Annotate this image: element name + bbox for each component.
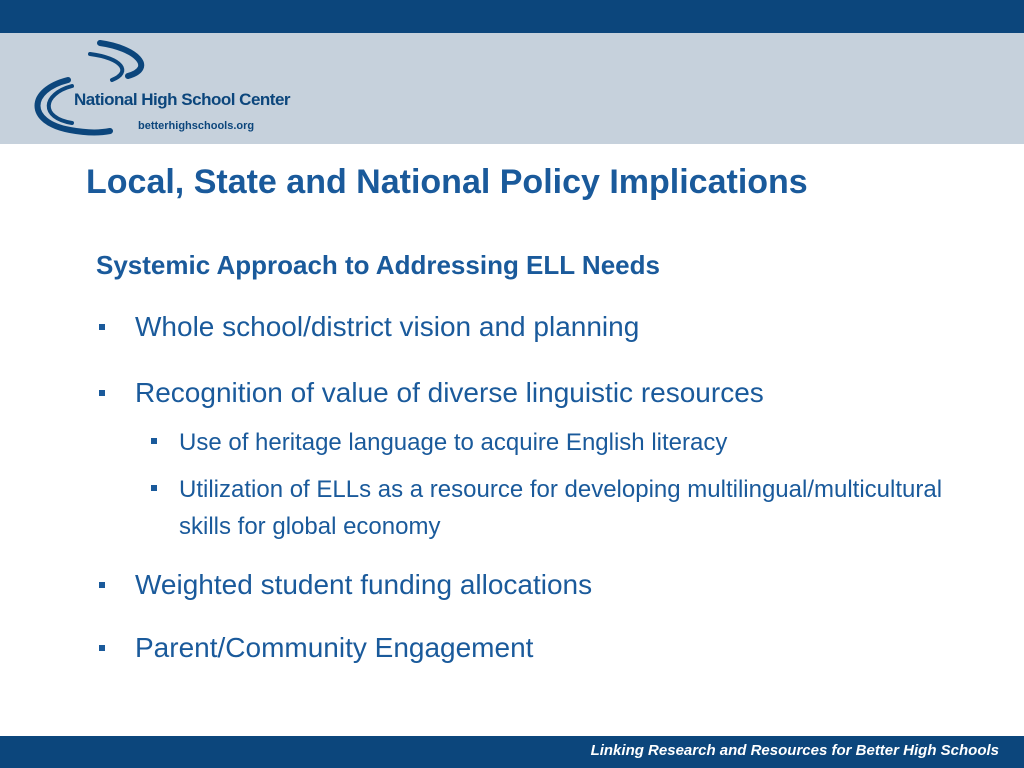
- bullet-marker-icon: [99, 582, 105, 588]
- sub-list-item-text: Utilization of ELLs as a resource for developing multilingual/multicultural skills for global economy: [179, 476, 943, 540]
- bullet-marker-icon: [151, 485, 157, 491]
- bullet-marker-icon: [151, 438, 157, 444]
- bullet-marker-icon: [99, 390, 105, 396]
- list-item-text: Parent/Community Engagement: [135, 632, 534, 663]
- logo-name: National High School Center: [74, 90, 291, 109]
- slide-subheading: Systemic Approach to Addressing ELL Needs: [96, 250, 660, 280]
- list-item-text: Weighted student funding allocations: [135, 569, 593, 600]
- list-item-text: Recognition of value of diverse linguistic resources: [135, 377, 764, 408]
- logo-url: betterhighschools.org: [138, 120, 255, 132]
- slide-title: Local, State and National Policy Implications: [86, 163, 808, 201]
- sub-list-item-text: Use of heritage language to acquire English literacy: [179, 429, 728, 456]
- list-item-text: Whole school/district vision and planning: [135, 311, 640, 342]
- logo-swoosh-icon: [24, 38, 154, 138]
- footer-tagline: Linking Research and Resources for Better High Schools: [590, 742, 999, 759]
- bullet-marker-icon: [99, 645, 105, 651]
- bullet-marker-icon: [99, 324, 105, 330]
- top-bar: [0, 0, 1024, 33]
